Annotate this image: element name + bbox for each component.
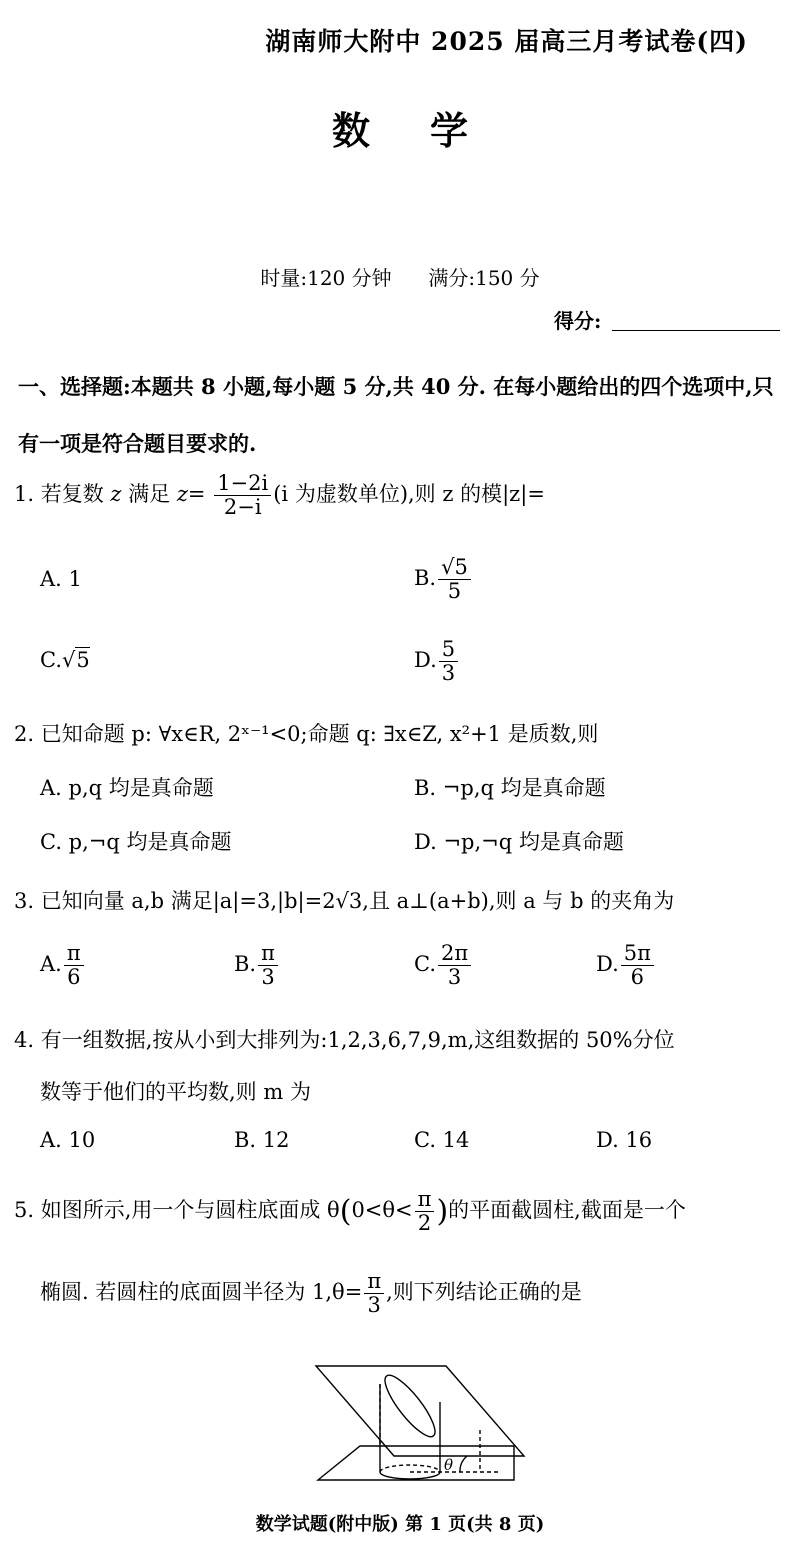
question-5-line-1: 5. 如图所示,用一个与圆柱底面成 θ(0<θ< $\frac{\pi}{2}$ )的平面截圆柱,截面是一个	[14, 1187, 686, 1236]
full-score: 满分:150 分	[428, 266, 540, 290]
cylinder-section-figure	[300, 1358, 540, 1490]
question-5-line-2: 椭圆. 若圆柱的底面圆半径为 1,θ= $\frac{\pi}{3}$ ,则下列结论正确的是	[40, 1269, 582, 1318]
q4-option-a[interactable]: A. 10	[40, 1128, 96, 1152]
angle-arc	[460, 1456, 467, 1472]
score-label: 得分:	[554, 309, 602, 333]
question-2-stem: 2. 已知命题 p: ∀x∈R, 2ˣ⁻¹<0;命题 q: ∃x∈Z, x²+1 是质数,则	[14, 722, 599, 746]
inclined-plane	[316, 1366, 524, 1456]
q1-option-b[interactable]: B. $\frac{√5}{5}$	[414, 556, 473, 603]
section-title: 一、选择题:本题共 8 小题,每小题 5 分,共 40 分. 在每小题给出的四个选项中,只有一项是符合题目要求的.	[18, 374, 774, 456]
exam-info	[0, 262, 800, 291]
theta-label: θ	[444, 1456, 454, 1474]
q2-option-a[interactable]: A. p,q 均是真命题	[40, 776, 214, 800]
cylinder-base-front	[380, 1472, 440, 1479]
q3-option-a[interactable]: A. $\frac{\pi}{6}$	[40, 942, 86, 989]
q1-option-a[interactable]: A. 1	[40, 567, 82, 591]
q2-option-c[interactable]: C. p,¬q 均是真命题	[40, 830, 232, 854]
page-footer: 数学试题(附中版) 第 1 页(共 8 页)	[255, 1514, 545, 1535]
question-4-line-2: 数等于他们的平均数,则 m 为	[40, 1080, 311, 1104]
question-4-line-1: 4. 有一组数据,按从小到大排列为:1,2,3,6,7,9,m,这组数据的 50%分位	[14, 1028, 675, 1052]
time-limit: 时量:120 分钟	[260, 266, 392, 290]
q4-option-b[interactable]: B. 12	[234, 1128, 290, 1152]
question-1-stem: 1. 若复数 z 满足 z= $\frac{1-2i}{2-i}$ (i 为虚数单位),则 z 的模|z|=	[14, 471, 545, 520]
subject-title: 数学	[331, 108, 528, 153]
q4-option-d[interactable]: D. 16	[596, 1128, 653, 1152]
q2-option-b[interactable]: B. ¬p,q 均是真命题	[414, 776, 606, 800]
q1-option-c[interactable]: C.√5	[40, 648, 90, 672]
q3-option-c[interactable]: C. $\frac{2\pi}{3}$	[414, 942, 473, 989]
exam-header: 湖南师大附中 2025 届高三月考试卷(四)	[265, 27, 748, 56]
cylinder-base-back	[380, 1465, 440, 1472]
q4-option-c[interactable]: C. 14	[414, 1128, 470, 1152]
q2-option-d[interactable]: D. ¬p,¬q 均是真命题	[414, 830, 624, 854]
ellipse-section	[378, 1369, 442, 1442]
q1-option-d[interactable]: D. $\frac{5}{3}$	[414, 638, 460, 685]
q3-option-d[interactable]: D. $\frac{5\pi}{6}$	[596, 942, 656, 989]
q1-fraction: $\frac{1-2i}{2-i}$	[214, 472, 271, 519]
score-blank[interactable]	[612, 330, 780, 331]
base-plane	[318, 1446, 514, 1480]
question-3-stem: 3. 已知向量 a,b 满足|a|=3,|b|=2√3,且 a⊥(a+b),则 a 与 b 的夹角为	[14, 889, 675, 913]
q3-option-b[interactable]: B. $\frac{\pi}{3}$	[234, 942, 280, 989]
